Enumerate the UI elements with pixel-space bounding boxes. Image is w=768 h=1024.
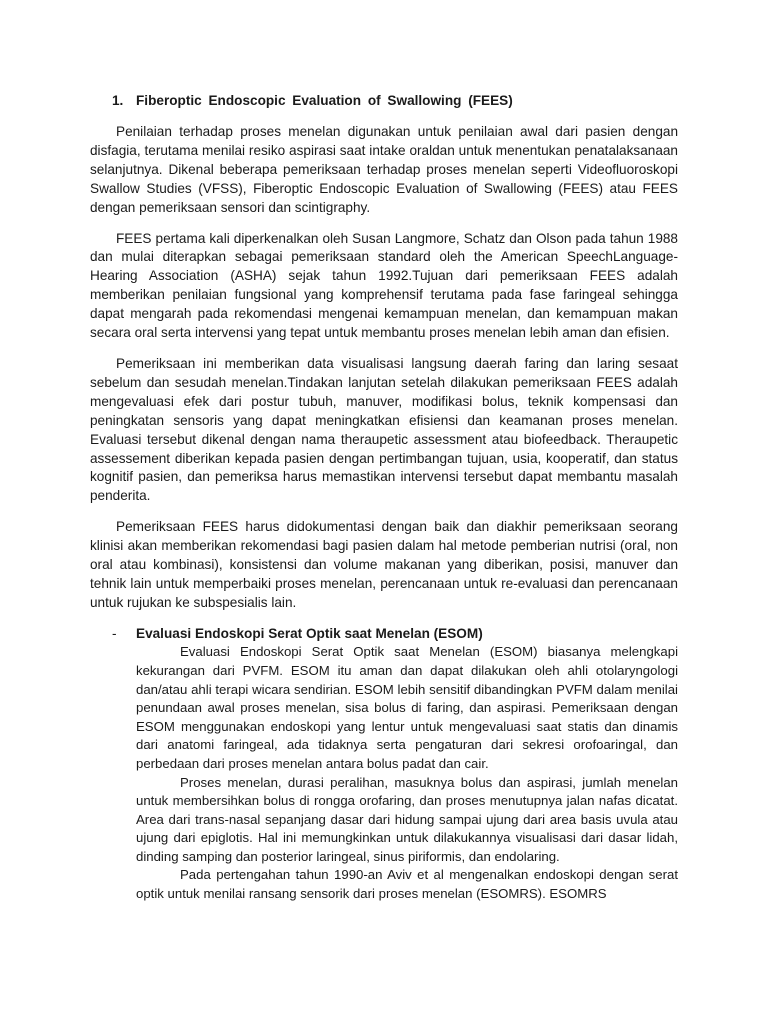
section-number: 1. xyxy=(112,93,124,108)
subsection-title: Evaluasi Endoskopi Serat Optik saat Menelan (ESOM) xyxy=(136,625,483,641)
subsection-body xyxy=(90,643,678,903)
subsection-esom xyxy=(90,625,678,904)
subsection-paragraph: Pada pertengahan tahun 1990-an Aviv et al mengenalkan endoskopi dengan serat optik untuk menilai ransang sensorik dari proses menelan (ESOMRS). ESOMRS xyxy=(136,867,678,902)
subsection-paragraph: Evaluasi Endoskopi Serat Optik saat Menelan (ESOM) biasanya melengkapi kekurangan dari PVFM. ESOM itu aman dan dapat dilakukan oleh ahli otolaryngologi dan/atau ahli terapi wicara sendirian. ESOM lebih sensitif dibandingkan PVFM dalam menilai penundaan awal proses menelan, sisa bolus di faring, dan aspirasi. Pemeriksaan dengan ESOM menggunakan endoskopi yang lentur untuk mengevaluasi saat statis dan dinamis dari anatomi faringeal, ada tidaknya serta pengaturan dari sekresi orofoaringal, dan perbedaan dari proses menelan antara bolus padat dan cair. xyxy=(136,644,678,771)
list-bullet: - xyxy=(112,625,117,641)
paragraph: Pemeriksaan FEES harus didokumentasi dengan baik dan diakhir pemeriksaan seorang klinisi akan memberikan rekomendasi bagi pasien dalam hal metode pemberian nutrisi (oral, non oral atau kombinasi), konsistensi dan volume makanan yang diberikan, posisi, manuver dan tehnik lain untuk memperbaiki proses menelan, perencanaan untuk re-evaluasi dan perencanaan untuk rujukan ke subspesialis lain. xyxy=(90,519,678,610)
subsection-paragraph: Proses menelan, durasi peralihan, masuknya bolus dan aspirasi, jumlah menelan untuk membersihkan bolus di rongga orofaring, dan proses menutupnya jalan nafas dicatat. Area dari trans-nasal sepanjang dasar dari hidung sampai ujung dari area basis uvula atau ujung dari epiglotis. Hal ini memungkinkan untuk dilakukannya visualisasi dari dasar lidah, dinding samping dan posterior laringeal, sinus piriformis, dan endolaring. xyxy=(136,774,678,864)
section-title: Fiberoptic Endoscopic Evaluation of Swallowing (FEES) xyxy=(136,93,513,108)
subsection-heading xyxy=(90,625,678,644)
section-heading xyxy=(90,92,678,110)
paragraph: FEES pertama kali diperkenalkan oleh Susan Langmore, Schatz dan Olson pada tahun 1988 dan mulai diterapkan sebagai pemeriksaan standard oleh the American SpeechLanguage-Hearing Association (ASHA) sejak tahun 1992.Tujuan dari pemeriksaan FEES adalah memberikan penilaian fungsional yang komprehensif terutama pada fase faringeal sehingga dapat mengarah pada rekomendasi mengenai kemampuan menelan, dan kemampuan makan secara oral serta intervensi yang tepat untuk membantu proses menelan lebih aman dan efisien. xyxy=(90,230,678,341)
paragraph: Pemeriksaan ini memberikan data visualisasi langsung daerah faring dan laring sesaat sebelum dan sesudah menelan.Tindakan lanjutan setelah dilakukan pemeriksaan FEES adalah mengevaluasi efek dari postur tubuh, manuver, modifikasi bolus, teknik kompensasi dan peningkatan sensoris yang dapat meningkatkan efisiensi dan keamanan proses menelan. Evaluasi tersebut dikenal dengan nama theraupetic assessment atau biofeedback. Theraupetic assessement diberikan kepada pasien dengan pertimbangan tujuan, usia, kooperatif, dan status kognitif pasien, dan pemeriksa harus memastikan intervensi tersebut dapat membantu masalah penderita. xyxy=(90,355,678,504)
paragraph: Penilaian terhadap proses menelan digunakan untuk penilaian awal dari pasien dengan disfagia, terutama menilai resiko aspirasi saat intake oraldan untuk menentukan penatalaksanaan selanjutnya. Dikenal beberapa pemeriksaan terhadap proses menelan seperti Videofluoroskopi Swallow Studies (VFSS), Fiberoptic Endoscopic Evaluation of Swallowing (FEES) atau FEES dengan pemeriksaan sensori dan scintigraphy. xyxy=(90,124,678,215)
document-body xyxy=(90,92,678,904)
